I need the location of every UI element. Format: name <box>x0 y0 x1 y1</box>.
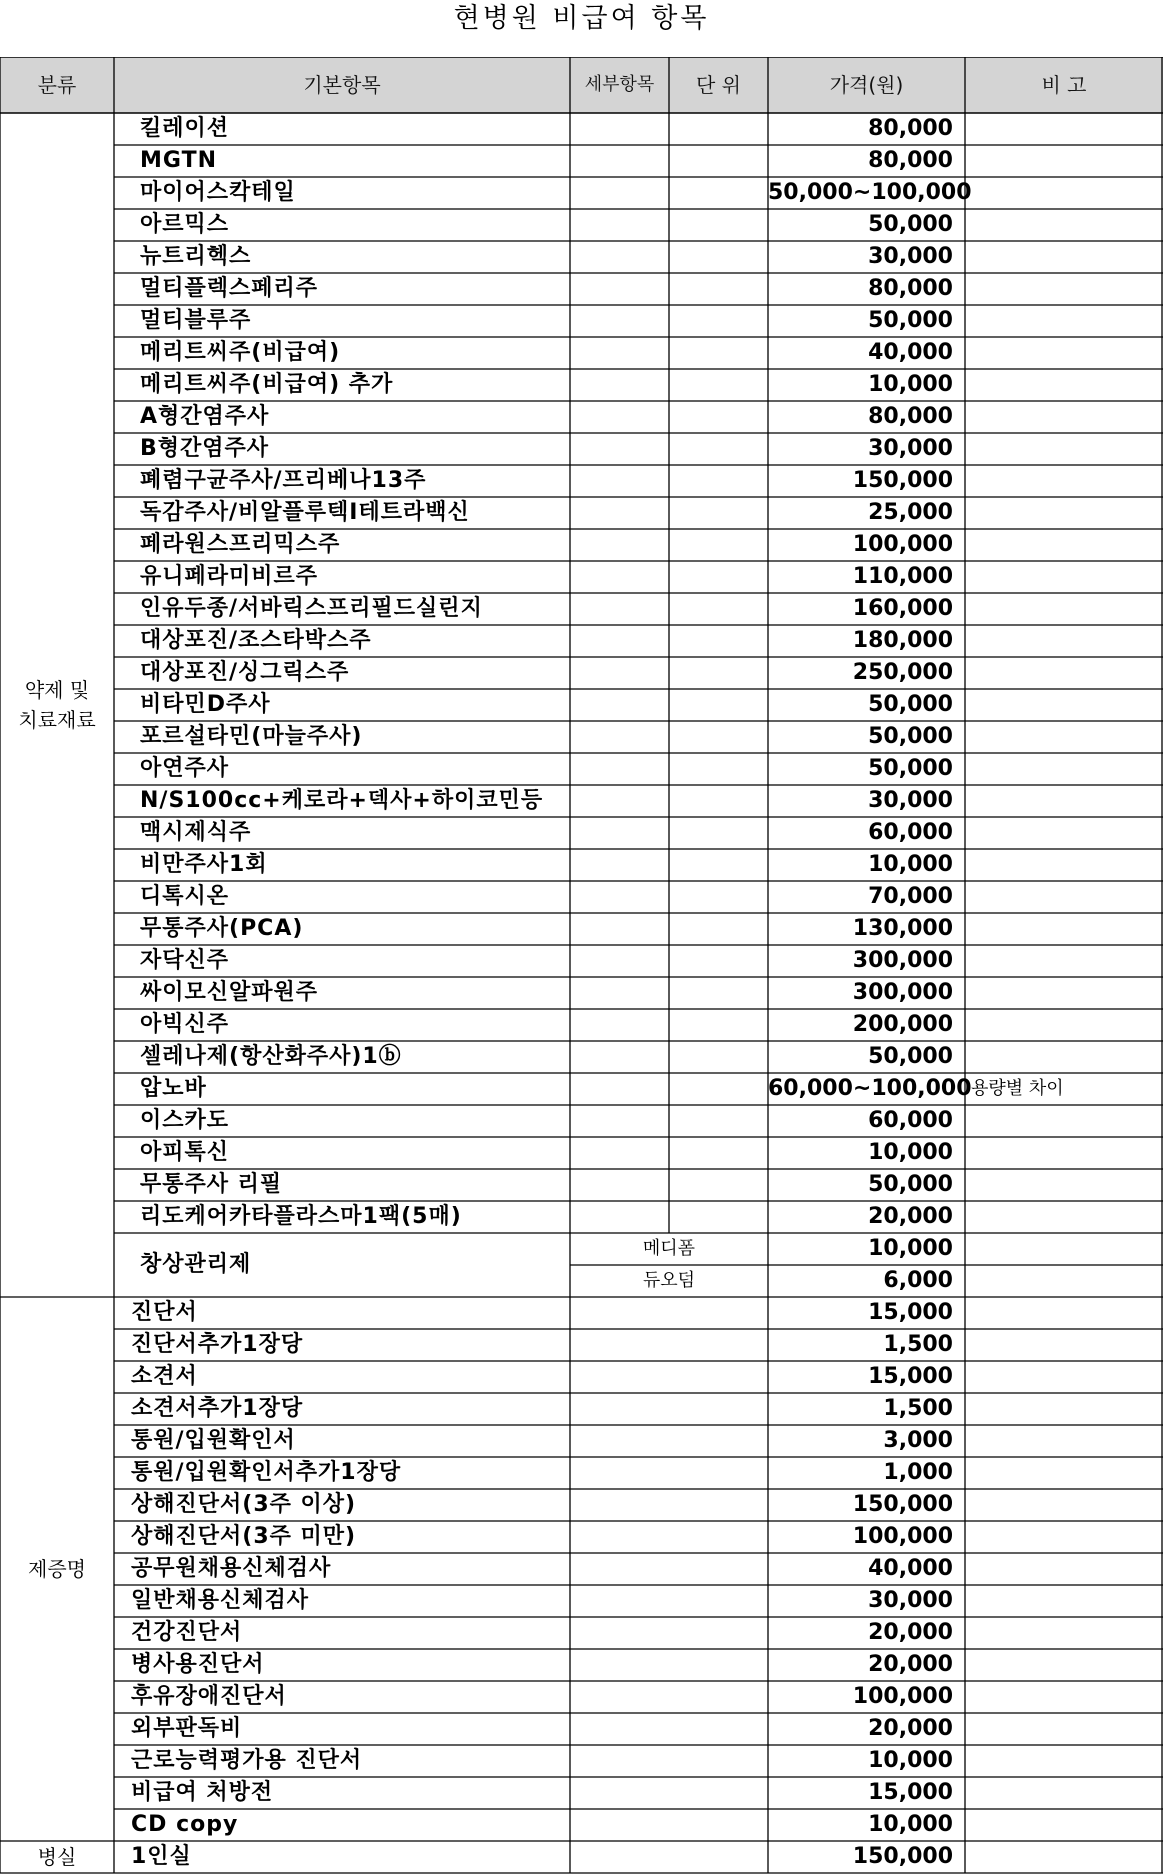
item-label: 1인실 <box>131 1844 192 1869</box>
price-value: 50,000 <box>868 212 953 237</box>
item-label: 아연주사 <box>140 756 230 781</box>
price-value: 100,000 <box>852 1684 953 1709</box>
item-label: 진단서 <box>131 1300 198 1325</box>
price-value: 80,000 <box>868 276 953 301</box>
item-label: 메리트씨주(비급여) <box>140 340 341 365</box>
price-value: 50,000 <box>868 724 953 749</box>
item-label: 일반채용신체검사 <box>131 1588 310 1613</box>
price-value: 50,000 <box>868 1172 953 1197</box>
item-label: 리도케어카타플라스마1팩(5매) <box>140 1204 462 1229</box>
price-value: 15,000 <box>868 1300 953 1325</box>
price-value: 30,000 <box>868 1588 953 1613</box>
price-value: 10,000 <box>868 1812 953 1837</box>
price-value: 30,000 <box>868 436 953 461</box>
category-label: 약제 및 치료재료 <box>18 678 96 732</box>
price-value: 60,000 <box>868 820 953 845</box>
item-label: 킬레이션 <box>140 116 230 141</box>
price-value: 30,000 <box>868 244 953 269</box>
header-item: 기본항목 <box>303 73 381 97</box>
item-label: 디톡시온 <box>140 884 230 909</box>
item-label: 아르믹스 <box>140 212 230 237</box>
item-label: 폐렴구균주사/프리베나13주 <box>140 468 427 493</box>
item-label: 공무원채용신체검사 <box>131 1556 332 1581</box>
item-label: 진단서추가1장당 <box>131 1332 304 1357</box>
header-price: 가격(원) <box>829 73 904 97</box>
item-label: 통원/입원확인서추가1장당 <box>131 1460 402 1485</box>
item-label: 마이어스칵테일 <box>140 180 296 205</box>
item-label: 소견서 <box>131 1364 198 1389</box>
item-label: 소견서추가1장당 <box>131 1396 304 1421</box>
item-label: 멀티블루주 <box>140 308 252 333</box>
item-label: 페라원스프리믹스주 <box>140 532 341 557</box>
item-label: B형간염주사 <box>140 436 270 461</box>
item-label: 무통주사(PCA) <box>140 916 304 941</box>
item-label: 아피톡신 <box>140 1140 230 1165</box>
item-label: 병사용진단서 <box>131 1652 265 1677</box>
item-label: 상해진단서(3주 미만) <box>131 1524 357 1549</box>
price-value: 300,000 <box>852 980 953 1005</box>
page-title: 현병원 비급여 항목 <box>453 3 710 34</box>
price-value: 10,000 <box>868 372 953 397</box>
item-label: 대상포진/싱그릭스주 <box>140 660 350 685</box>
price-value: 160,000 <box>852 596 953 621</box>
price-value: 40,000 <box>868 1556 953 1581</box>
price-value: 25,000 <box>868 500 953 525</box>
price-value: 50,000 <box>868 1044 953 1069</box>
header-unit: 단 위 <box>696 73 741 97</box>
item-label: 아빅신주 <box>140 1012 230 1037</box>
price-value: 180,000 <box>852 628 953 653</box>
header-category: 분류 <box>37 73 77 97</box>
price-table <box>0 57 1163 1876</box>
item-label: 비급여 처방전 <box>131 1780 274 1805</box>
item-label: 뉴트리헥스 <box>140 244 252 269</box>
price-value: 1,500 <box>883 1396 953 1421</box>
item-label: 무통주사 리필 <box>140 1172 283 1197</box>
item-label: 멀티플렉스페리주 <box>140 276 319 301</box>
price-value: 50,000 <box>868 756 953 781</box>
price-value: 70,000 <box>868 884 953 909</box>
price-value: 20,000 <box>868 1204 953 1229</box>
price-value: 20,000 <box>868 1652 953 1677</box>
price-value: 100,000 <box>852 532 953 557</box>
price-value: 6,000 <box>883 1268 953 1293</box>
price-value: 40,000 <box>868 340 953 365</box>
item-label: 맥시제식주 <box>140 820 252 845</box>
item-label: 건강진단서 <box>131 1620 243 1645</box>
price-value: 50,000~100,000 <box>768 180 972 205</box>
item-label: 유니페라미비르주 <box>140 564 319 589</box>
item-label: N/S100cc+케로라+덱사+하이코민등 <box>140 788 544 813</box>
item-label: 근로능력평가용 진단서 <box>131 1748 363 1773</box>
item-label: 인유두종/서바릭스프리필드실린지 <box>140 596 483 621</box>
item-label: 포르설타민(마늘주사) <box>140 724 363 749</box>
price-value: 10,000 <box>868 1748 953 1773</box>
price-value: 300,000 <box>852 948 953 973</box>
item-label: 통원/입원확인서 <box>131 1428 296 1453</box>
price-value: 150,000 <box>852 468 953 493</box>
price-value: 100,000 <box>852 1524 953 1549</box>
item-label: 싸이모신알파원주 <box>140 980 319 1005</box>
price-value: 1,500 <box>883 1332 953 1357</box>
item-label: 비타민D주사 <box>140 692 271 717</box>
price-value: 10,000 <box>868 1236 953 1261</box>
price-value: 250,000 <box>852 660 953 685</box>
item-label: MGTN <box>140 148 217 173</box>
price-value: 150,000 <box>852 1492 953 1517</box>
price-value: 10,000 <box>868 852 953 877</box>
item-label: 외부판독비 <box>131 1716 243 1741</box>
item-label: 후유장애진단서 <box>131 1684 287 1709</box>
note-text: 용량별 차이 <box>971 1078 1064 1099</box>
price-value: 60,000~100,000 <box>768 1076 972 1101</box>
price-value: 20,000 <box>868 1620 953 1645</box>
item-label: CD copy <box>131 1812 239 1837</box>
item-label: 창상관리제 <box>140 1252 252 1277</box>
price-value: 50,000 <box>868 692 953 717</box>
price-value: 80,000 <box>868 116 953 141</box>
price-value: 15,000 <box>868 1364 953 1389</box>
price-value: 15,000 <box>868 1780 953 1805</box>
item-label: 상해진단서(3주 이상) <box>131 1492 357 1517</box>
item-label: 비만주사1회 <box>140 852 268 877</box>
price-value: 80,000 <box>868 148 953 173</box>
detail-label: 메디폼 <box>642 1238 696 1259</box>
item-label: 자닥신주 <box>140 948 230 973</box>
category-label: 병실 <box>37 1845 77 1869</box>
price-value: 30,000 <box>868 788 953 813</box>
price-value: 60,000 <box>868 1108 953 1133</box>
price-value: 1,000 <box>883 1460 953 1485</box>
item-label: 메리트씨주(비급여) 추가 <box>140 372 394 397</box>
item-label: 압노바 <box>140 1076 207 1101</box>
price-value: 80,000 <box>868 404 953 429</box>
header-note: 비 고 <box>1041 73 1087 97</box>
item-label: 대상포진/조스타박스주 <box>140 628 372 653</box>
detail-label: 듀오덤 <box>642 1270 696 1291</box>
item-label: 독감주사/비알플루텍I테트라백신 <box>140 500 470 525</box>
price-value: 110,000 <box>852 564 953 589</box>
category-label: 제증명 <box>28 1557 86 1581</box>
item-label: A형간염주사 <box>140 404 270 429</box>
item-label: 이스카도 <box>140 1108 230 1133</box>
price-value: 3,000 <box>883 1428 953 1453</box>
price-value: 200,000 <box>852 1012 953 1037</box>
price-value: 130,000 <box>852 916 953 941</box>
price-value: 20,000 <box>868 1716 953 1741</box>
header-detail: 세부항목 <box>584 74 655 95</box>
item-label: 셀레나제(항산화주사)1ⓑ <box>140 1044 402 1069</box>
price-value: 10,000 <box>868 1140 953 1165</box>
price-value: 150,000 <box>852 1844 953 1869</box>
price-value: 50,000 <box>868 308 953 333</box>
